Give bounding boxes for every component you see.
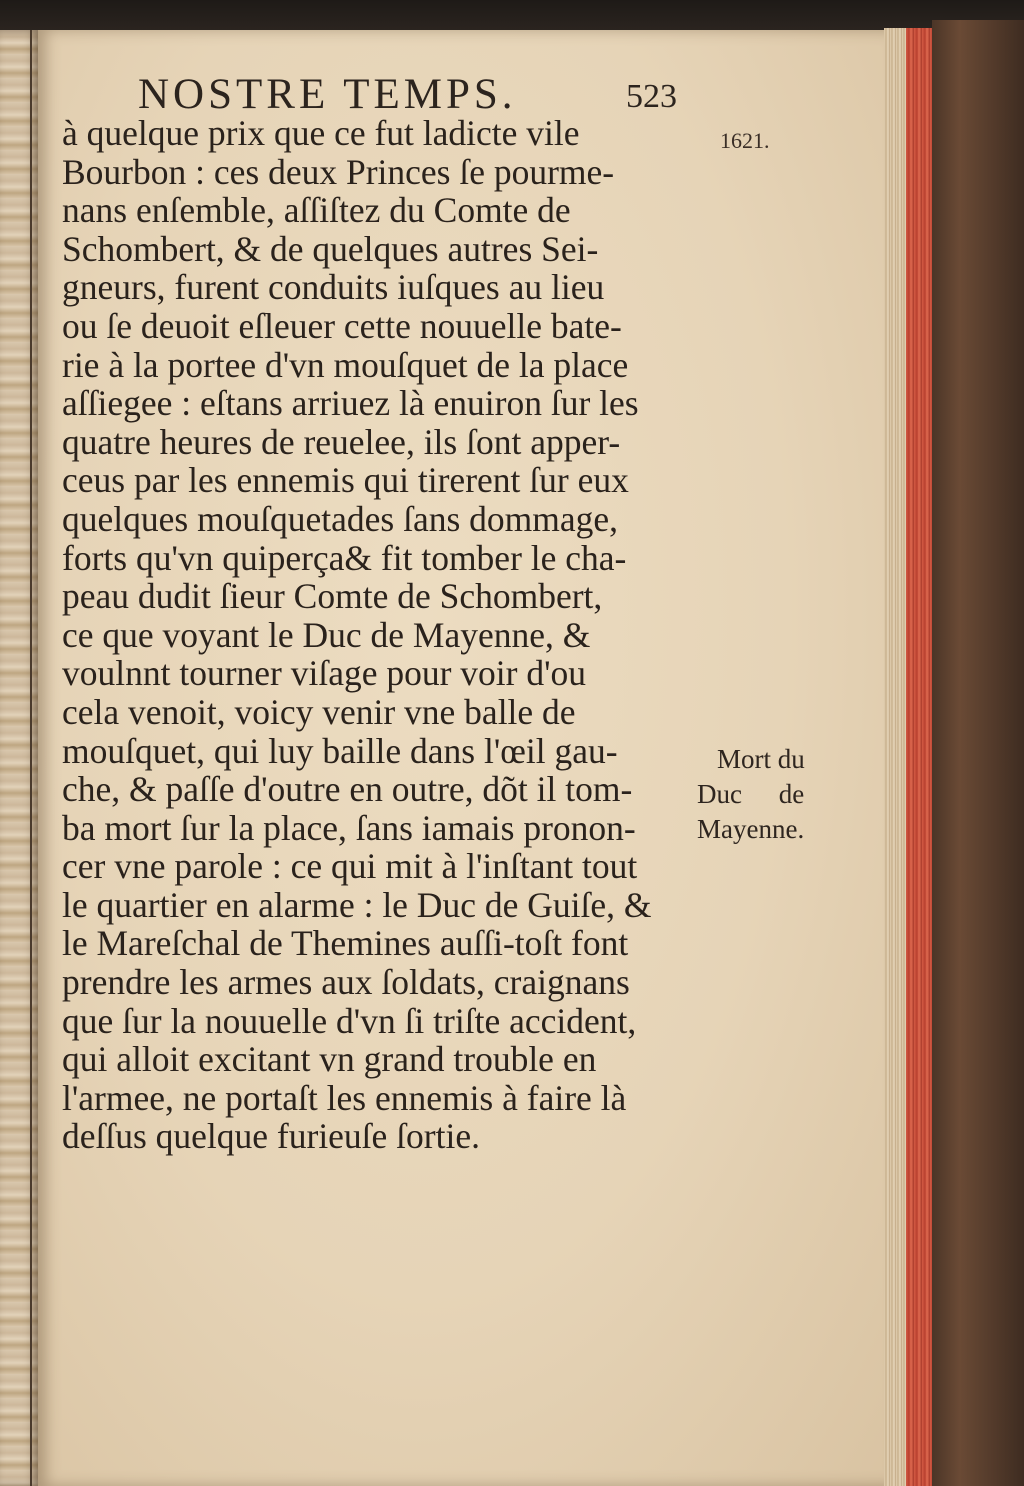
text-line: cer vne parole : ce qui mit à l'inſtant tout <box>62 846 638 887</box>
text-line: prendre les armes aux ſoldats, craignans <box>62 962 630 1003</box>
text-line: ce que voyant le Duc de Mayenne, & <box>62 614 591 655</box>
text-line: forts qu'vn quiperça& fit tomber le cha- <box>62 537 627 578</box>
text-line: Schombert, & de quelques autres Sei- <box>62 228 599 269</box>
page-number: 523 <box>626 78 677 115</box>
text-line: mouſquet, qui luy baille dans l'œil gau- <box>62 730 618 771</box>
text-line: che, & paſſe d'outre en outre, dõt il tom- <box>62 769 633 810</box>
text-line: quatre heures de reuelee, ils ſont apper- <box>62 421 621 462</box>
text-line: quelques mouſquetades ſans dommage, <box>62 498 619 539</box>
book-cover-board <box>932 20 1024 1486</box>
margin-date: 1621. <box>720 128 770 153</box>
text-line: nans enſemble, aſſiſtez du Comte de <box>62 190 571 231</box>
text-line: Bourbon : ces deux Princes ſe pourme- <box>62 151 615 192</box>
text-line: gneurs, furent conduits iuſques au lieu <box>62 267 605 308</box>
text-line: que ſur la nouuelle d'vn ſi triſte accident, <box>62 1000 637 1041</box>
text-line: rie à la portee d'vn mouſquet de la place <box>62 344 629 385</box>
margin-note <box>697 742 837 847</box>
red-stained-edge <box>906 28 934 1486</box>
text-line: peau dudit ſieur Comte de Schombert, <box>62 576 603 617</box>
margin-note-line: Mort du <box>717 744 805 774</box>
text-line: voulnnt tourner viſage pour voir d'ou <box>62 653 587 694</box>
text-line: à quelque prix que ce fut ladicte vile <box>62 113 580 153</box>
text-line: qui alloit excitant vn grand trouble en <box>62 1039 597 1080</box>
text-line: ou ſe deuoit eſleuer cette nouuelle bate- <box>62 305 622 346</box>
running-head: NOSTRE TEMPS. <box>138 71 517 118</box>
text-line: cela venoit, voicy venir vne balle de <box>62 691 576 732</box>
scan-top-edge <box>0 0 1024 34</box>
text-line: l'armee, ne portaſt les ennemis à faire là <box>62 1077 627 1118</box>
binding-gutter <box>0 30 40 1486</box>
text-line: aſſiegee : eſtans arriuez là enuiron ſur les <box>62 383 639 424</box>
margin-note-line: Mayenne. <box>697 814 805 844</box>
text-line: ba mort ſur la place, ſans iamais pronon- <box>62 807 636 848</box>
text-line: ceus par les ennemis qui tirerent ſur eux <box>62 460 629 501</box>
text-line: deſſus quelque furieuſe ſortie. <box>62 1116 480 1157</box>
margin-note-line: Duc de <box>697 779 805 809</box>
text-line: le Mareſchal de Themines auſſi-toſt font <box>62 923 629 964</box>
body-text <box>62 114 702 1156</box>
text-line: le quartier en alarme : le Duc de Guiſe, & <box>62 884 652 925</box>
